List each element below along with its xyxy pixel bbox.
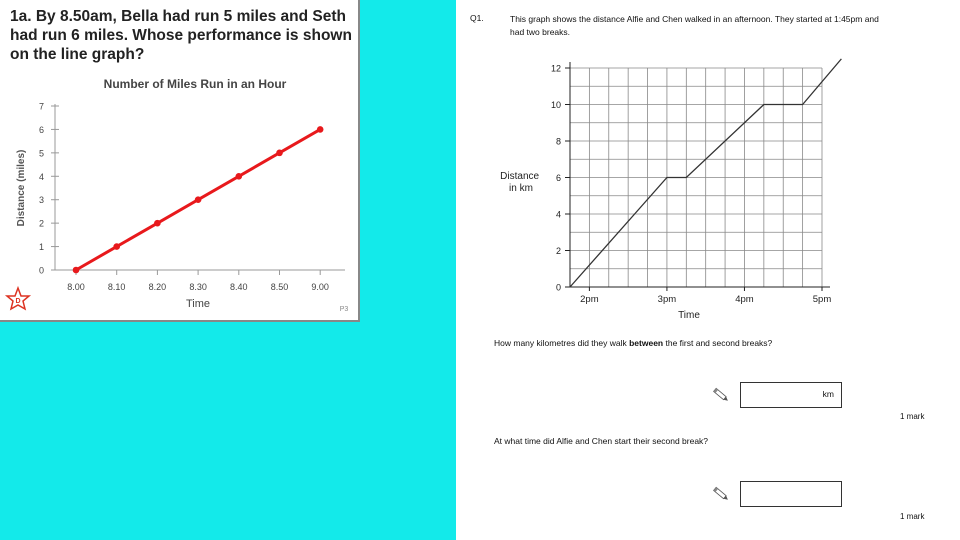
miles-ytick-label: 3: [38, 195, 44, 206]
marks-2: 1 mark: [900, 512, 925, 521]
miles-chart-ylabel: Distance (miles): [16, 149, 27, 227]
miles-xtick-label: 9.00: [311, 282, 329, 292]
distance-xtick-label: 5pm: [812, 294, 832, 305]
miles-ytick-label: 5: [38, 148, 44, 159]
miles-data-point: [236, 173, 243, 180]
distance-xtick-label: 3pm: [657, 294, 677, 305]
question-intro: This graph shows the distance Alfie and Chen walked in an afternoon. They started at 1:45pm and had two breaks.: [510, 14, 879, 37]
distance-ytick-label: 8: [555, 136, 561, 147]
miles-line-chart: [0, 0, 358, 320]
miles-xtick-label: 8.30: [189, 282, 207, 292]
miles-ytick-label: 4: [38, 171, 44, 182]
question-2: At what time did Alfie and Chen start their second break?: [494, 436, 709, 446]
distance-ylabel-line1: Distance: [500, 171, 540, 182]
question-1-part-a: How many kilometres did they walk: [494, 338, 630, 348]
miles-xtick-label: 8.10: [107, 282, 126, 292]
question-1-emphasis: between: [629, 338, 664, 348]
pencil-icon: [711, 484, 731, 504]
miles-ytick-label: 2: [38, 218, 44, 229]
right-panel: [456, 0, 960, 540]
miles-data-point: [154, 220, 161, 227]
answer-1-unit: km: [822, 389, 834, 399]
distance-ytick-label: 0: [555, 282, 561, 293]
question-number: Q1.: [470, 13, 484, 23]
miles-chart-title: Number of Miles Run in an Hour: [103, 77, 287, 91]
miles-ytick-label: 1: [38, 242, 44, 253]
distance-ytick-label: 6: [555, 173, 561, 183]
miles-data-point: [195, 196, 202, 203]
answer-2-input[interactable]: [740, 481, 842, 507]
question-1: [494, 338, 772, 348]
distance-time-chart: [456, 0, 960, 330]
footer-code: P3: [339, 306, 349, 313]
distance-ytick-label: 10: [550, 100, 561, 110]
answer-1-input[interactable]: [740, 382, 842, 408]
miles-xtick-label: 8.00: [67, 282, 85, 292]
miles-data-point: [73, 267, 80, 274]
star-badge-label: D: [15, 298, 21, 305]
marks-1: 1 mark: [900, 412, 925, 421]
distance-ylabel: [500, 171, 542, 194]
distance-xtick-label: 4pm: [735, 294, 754, 305]
distance-ytick-label: 12: [550, 63, 561, 74]
time-xlabel: Time: [678, 310, 700, 321]
left-question: 1a. By 8.50am, Bella had run 5 miles and Seth had run 6 miles. Whose performance is shown on the line graph?: [10, 8, 352, 63]
left-panel: [0, 0, 360, 322]
miles-xtick-label: 8.50: [270, 282, 289, 292]
question-1-part-b: the first and second breaks?: [663, 338, 773, 348]
distance-xtick-label: 2pm: [580, 294, 599, 305]
miles-ytick-label: 7: [38, 101, 44, 112]
miles-data-point: [113, 243, 120, 250]
distance-ytick-label: 2: [555, 246, 561, 256]
pencil-icon: [711, 385, 731, 405]
miles-ytick-label: 0: [38, 265, 44, 276]
miles-data-point: [276, 150, 283, 157]
d-star-badge: [7, 288, 29, 309]
distance-ylabel-line2: in km: [509, 183, 533, 194]
distance-ytick-label: 4: [555, 209, 561, 220]
miles-xtick-label: 8.20: [148, 282, 167, 292]
miles-ytick-label: 6: [38, 124, 44, 135]
miles-data-point: [317, 126, 324, 133]
miles-chart-xlabel: Time: [185, 298, 211, 310]
miles-xtick-label: 8.40: [230, 282, 248, 292]
